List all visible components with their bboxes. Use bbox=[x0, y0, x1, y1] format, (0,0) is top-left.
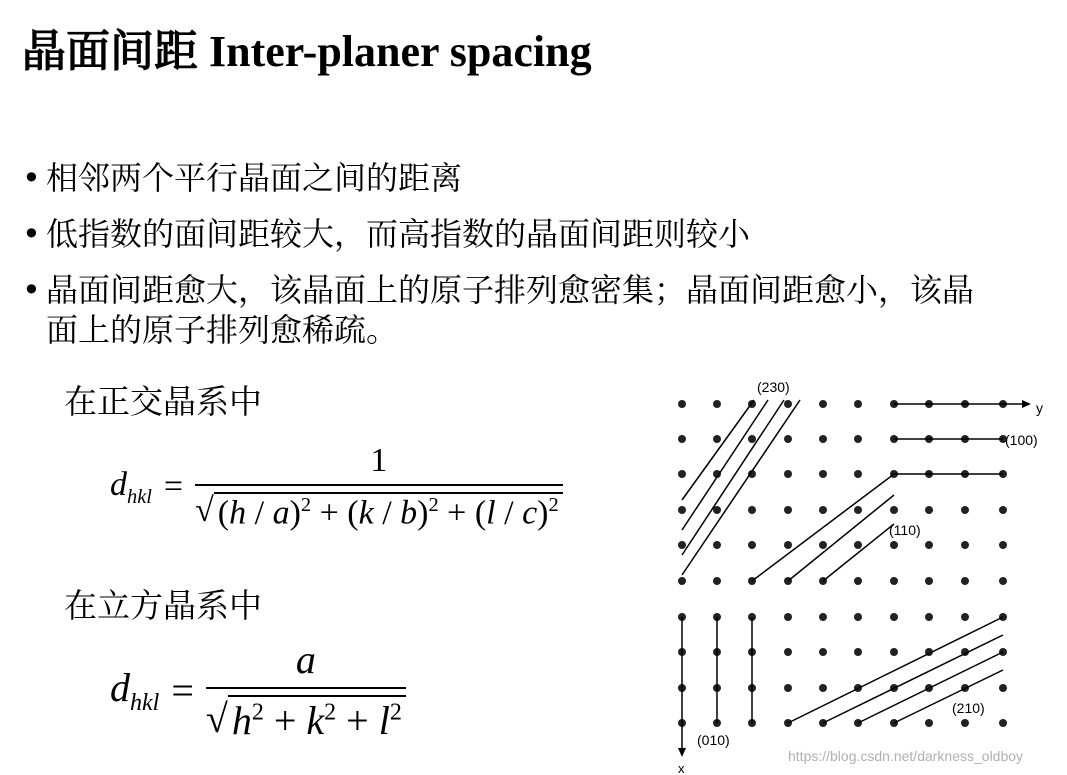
lattice-atom bbox=[784, 506, 792, 514]
lattice-atom bbox=[854, 470, 862, 478]
radical-sign-icon: √ bbox=[205, 696, 228, 741]
label-010: (010) bbox=[697, 732, 730, 748]
equals-sign: = bbox=[171, 667, 194, 713]
plane-110-line bbox=[752, 474, 894, 581]
lattice-atom bbox=[713, 577, 721, 585]
plane-110-line bbox=[788, 495, 894, 581]
lattice-atom bbox=[819, 613, 827, 621]
numerator: 1 bbox=[370, 442, 388, 479]
orthorhombic-heading: 在正交晶系中 bbox=[64, 382, 262, 421]
plane-lines bbox=[682, 400, 1003, 723]
lattice-atom bbox=[678, 541, 686, 549]
lattice-atom bbox=[961, 719, 969, 727]
lattice-atom bbox=[819, 400, 827, 408]
lattice-atom bbox=[678, 400, 686, 408]
lattice-atom bbox=[748, 541, 756, 549]
lattice-atom bbox=[819, 648, 827, 656]
denominator-root bbox=[195, 486, 563, 532]
lattice-atom bbox=[999, 541, 1007, 549]
lattice-atom bbox=[999, 684, 1007, 692]
watermark: https://blog.csdn.net/darkness_oldboy bbox=[788, 748, 1024, 764]
bullet-dot-icon: • bbox=[22, 271, 41, 309]
lattice-atom bbox=[925, 541, 933, 549]
lattice-atom bbox=[890, 506, 898, 514]
bullet-dot-icon: • bbox=[22, 215, 41, 253]
cubic-formula bbox=[110, 636, 406, 744]
lattice-atom bbox=[784, 613, 792, 621]
lattice-atom bbox=[925, 719, 933, 727]
label-100: (100) bbox=[1005, 432, 1038, 448]
radicand: (h / a)$^2$ + (k / b)$^2$ + (l / c)$^2$ bbox=[214, 492, 563, 532]
lattice-atom bbox=[819, 506, 827, 514]
lattice-atom bbox=[925, 506, 933, 514]
lattice-atom bbox=[854, 435, 862, 443]
radicand: $h^2 + k^2 + l^2$ bbox=[228, 695, 406, 744]
orthorhombic-formula bbox=[110, 442, 563, 532]
lattice-atom bbox=[890, 577, 898, 585]
bullet-dot-icon: • bbox=[22, 159, 41, 197]
lattice-atom bbox=[678, 506, 686, 514]
fraction bbox=[195, 442, 563, 532]
lattice-atom bbox=[854, 400, 862, 408]
lattice-top bbox=[678, 400, 1007, 585]
label-210: (210) bbox=[952, 700, 985, 716]
lattice-atom bbox=[678, 577, 686, 585]
lattice-atom bbox=[854, 613, 862, 621]
lattice-atom bbox=[890, 613, 898, 621]
fraction bbox=[206, 636, 406, 744]
plane-230-line bbox=[682, 400, 800, 575]
lattice-atom bbox=[961, 613, 969, 621]
lattice-atom bbox=[678, 435, 686, 443]
bullet-text: 低指数的面间距较大，而高指数的晶面间距则较小 bbox=[46, 215, 751, 253]
lattice-atom bbox=[819, 435, 827, 443]
lattice-atom bbox=[713, 400, 721, 408]
bullet-item bbox=[22, 270, 1022, 350]
lattice-atom bbox=[854, 506, 862, 514]
formula-lhs: $d_{hkl}$ bbox=[110, 664, 160, 716]
label-230: (230) bbox=[757, 379, 790, 395]
cubic-heading: 在立方晶系中 bbox=[64, 586, 262, 625]
lattice-atom bbox=[784, 648, 792, 656]
lattice-atom bbox=[961, 506, 969, 514]
lattice-atom bbox=[713, 541, 721, 549]
lattice-atom bbox=[819, 541, 827, 549]
lattice-atom bbox=[819, 684, 827, 692]
bullet-text: 相邻两个平行晶面之间的距离 bbox=[46, 159, 463, 197]
y-axis-arrow bbox=[1003, 400, 1031, 408]
lattice-atom bbox=[854, 648, 862, 656]
lattice-atom bbox=[748, 506, 756, 514]
lattice-atom bbox=[999, 577, 1007, 585]
lattice-atom bbox=[713, 435, 721, 443]
lattice-atom bbox=[961, 541, 969, 549]
lattice-atom bbox=[925, 613, 933, 621]
lattice-atom bbox=[784, 470, 792, 478]
lattice-planes-diagram bbox=[660, 375, 1060, 775]
label-110: (110) bbox=[889, 522, 921, 538]
lattice-atom bbox=[925, 577, 933, 585]
bullet-item bbox=[22, 214, 1022, 254]
x-axis-arrow bbox=[678, 723, 686, 757]
lattice-atom bbox=[819, 470, 827, 478]
radical-sign-icon: √ bbox=[195, 492, 214, 529]
lattice-atom bbox=[999, 506, 1007, 514]
page-title: 晶面间距 Inter-planer spacing bbox=[22, 27, 592, 76]
lattice-atom bbox=[999, 719, 1007, 727]
lattice-atom bbox=[854, 577, 862, 585]
label-axis-x: x bbox=[678, 761, 685, 775]
lattice-atom bbox=[890, 648, 898, 656]
lattice-atom bbox=[784, 684, 792, 692]
lattice-atom bbox=[961, 577, 969, 585]
formula-lhs: $d_{hkl}$ bbox=[110, 465, 152, 508]
label-axis-y: y bbox=[1036, 400, 1043, 416]
denominator-root bbox=[206, 689, 406, 744]
lattice-atom bbox=[784, 435, 792, 443]
lattice-atom bbox=[854, 541, 862, 549]
plane-110-line bbox=[823, 524, 894, 581]
lattice-atom bbox=[784, 400, 792, 408]
lattice-atom bbox=[748, 435, 756, 443]
lattice-atom bbox=[784, 541, 792, 549]
lattice-atom bbox=[890, 541, 898, 549]
bullet-text: 晶面间距愈大，该晶面上的原子排列愈密集；晶面间距愈小，该晶面上的原子排列愈稀疏。 bbox=[46, 271, 975, 349]
bullet-list bbox=[22, 158, 1022, 366]
equals-sign: = bbox=[163, 468, 184, 506]
lattice-atom bbox=[678, 470, 686, 478]
numerator: a bbox=[295, 637, 316, 682]
bullet-item bbox=[22, 158, 1022, 198]
